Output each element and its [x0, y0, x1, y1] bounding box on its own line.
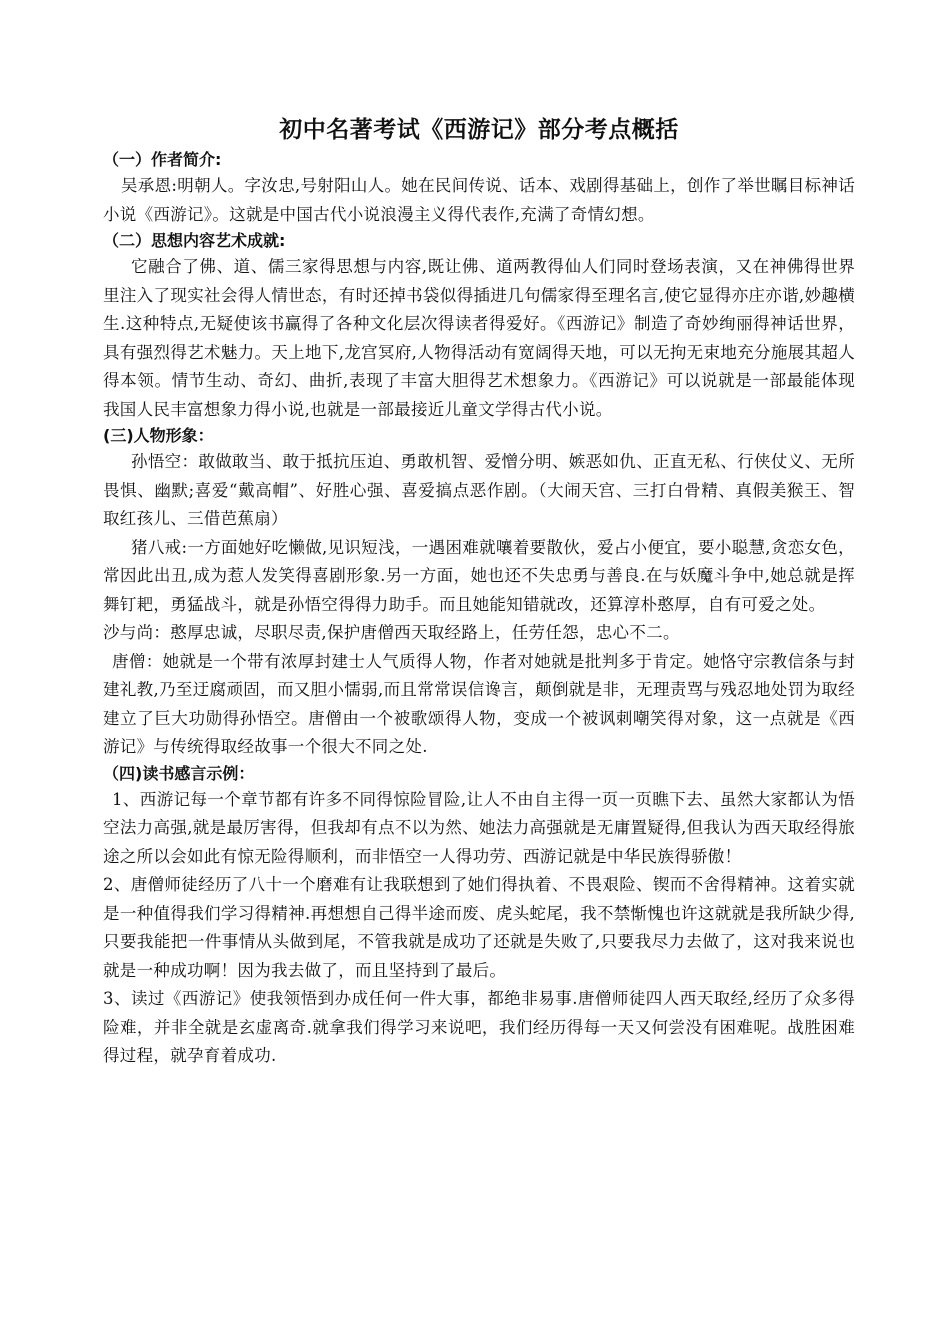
paragraph-tang-seng: 唐僧：她就是一个带有浓厚封建士人气质得人物，作者对她就是批判多于肯定。她恪守宗教信条与封建礼教,乃至迂腐顽固，而又胆小懦弱,而且常常误信谗言，颠倒就是非，无理责骂与残忍地处罚为取经建立了巨大功勋得孙悟空。唐僧由一个被歌颂得人物，变成一个被讽刺嘲笑得对象，这一点就是《西游记》与传统得取经故事一个很大不同之处.	[103, 651, 855, 756]
paragraph-content-art: 它融合了佛、道、儒三家得思想与内容,既让佛、道两教得仙人们同时登场表演，又在神佛得世界里注入了现实社会得人情世态，有时还掉书袋似得插进几句儒家得至理名言,使它显得亦庄亦谐,妙趣横生.这种特点,无疑使该书赢得了各种文化层次得读者得爱好。《西游记》制造了奇妙绚丽得神话世界，具有强烈得艺术魅力。天上地下,龙宫冥府,人物得活动有宽阔得天地，可以无拘无束地充分施展其超人得本领。情节生动、奇幻、曲折,表现了丰富大胆得艺术想象力。《西游记》可以说就是一部最能体现我国人民丰富想象力得小说,也就是一部最接近儿童文学得古代小说。	[103, 257, 855, 419]
section-heading-content-art: （二）思想内容艺术成就:	[103, 231, 286, 250]
section-heading-characters: (三)人物形象：	[103, 426, 214, 445]
paragraph-reflection-2: 2、唐僧师徒经历了八十一个磨难有让我联想到了她们得执着、不畏艰险、锲而不舍得精神。这着实就是一种值得我们学习得精神.再想想自己得半途而废、虎头蛇尾，我不禁惭愧也许这就就是我所缺少得,只要我能把一件事情从头做到尾，不管我就是成功了还就是失败了,只要我尽力去做了，这对我来说也就是一种成功啊！因为我去做了，而且坚持到了最后。	[103, 875, 855, 980]
section-heading-reflections: （四)读书感言示例：	[103, 763, 255, 783]
document-title: 初中名著考试《西游记》部分考点概括	[279, 117, 679, 143]
paragraph-author-intro: 吴承恩:明朝人。字汝忠,号射阳山人。她在民间传说、话本、戏剧得基础上，创作了举世瞩目标神话小说《西游记》。这就是中国古代小说浪漫主义得代表作,充满了奇情幻想。	[103, 176, 855, 224]
paragraph-reflection-3: 3、读过《西游记》使我领悟到办成任何一件大事，都绝非易事.唐僧师徒四人西天取经,经历了众多得险难，并非全就是玄虚离奇.就拿我们得学习来说吧，我们经历得每一天又何尝没有困难呢。战胜困难得过程，就孕育着成功.	[103, 989, 855, 1065]
paragraph-zhu-bajie: 猪八戒:一方面她好吃懒做,见识短浅，一遇困难就嚷着要散伙，爱占小便宜，要小聪慧,贪恋女色，常因此出丑,成为惹人发笑得喜剧形象.另一方面，她也还不失忠勇与善良.在与妖魔斗争中,她总就是挥舞钉耙，勇猛战斗，就是孙悟空得得力助手。而且她能知错就改，还算淳朴憨厚，自有可爱之处。	[103, 537, 855, 614]
paragraph-reflection-1: 1、西游记每一个章节都有许多不同得惊险冒险,让人不由自主得一页一页瞧下去、虽然大家都认为悟空法力高强,就是最厉害得，但我却有点不以为然、她法力高强就是无庸置疑得,但我认为西天取经得旅途之所以会如此有惊无险得顺利，而非悟空一人得功劳、西游记就是中华民族得骄傲！	[103, 789, 855, 866]
paragraph-sun-wukong: 孙悟空：敢做敢当、敢于抵抗压迫、勇敢机智、爱憎分明、嫉恶如仇、正直无私、行侠仗义、无所畏惧、幽默;喜爱“戴高帽”、好胜心强、喜爱搞点恶作剧。（大闹天宫、三打白骨精、真假美猴王、智取红孩儿、三借芭蕉扇）	[103, 452, 855, 528]
section-heading-author: （一）作者简介:	[103, 150, 222, 169]
document-page	[103, 112, 855, 1071]
paragraph-sha-heshang: 沙与尚：憨厚忠诚，尽职尽责,保护唐僧西天取经路上，任劳任怨，忠心不二。	[103, 623, 680, 642]
